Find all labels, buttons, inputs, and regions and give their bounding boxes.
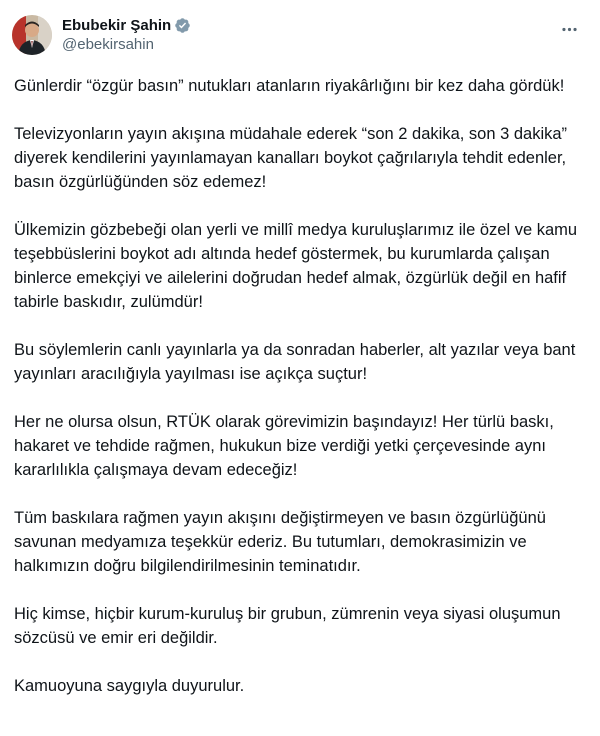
tweet-paragraph: Televizyonların yayın akışına müdahale ederek “son 2 dakika, son 3 dakika” diyerek kendilerini yayınlamayan kanalları boykot çağrılarıyla tehdit edenler, basın özgürlüğünden söz edemez! [14, 125, 568, 191]
author-info [62, 16, 191, 54]
tweet-paragraph: Ülkemizin gözbebeği olan yerli ve millî medya kuruluşlarımız ile özel ve kamu teşebbüslerini boykot adı altında hedef göstermek, bu kurumlarda çalışan binlerce emekçiyi ve ailelerini doğrudan hedef almak, özgürlük değil en hafif tabirle baskıdır, zulümdür! [14, 221, 578, 311]
tweet-paragraph: Her ne olursa olsun, RTÜK olarak görevimizin başındayız! Her türlü baskı, hakaret ve tehdide rağmen, hukukun bize verdiği yetki çerçevesinde aynı kararlılıkla çalışmaya devam edeceğiz! [14, 413, 554, 479]
tweet-text [12, 74, 584, 698]
author-handle[interactable]: @ebekirsahin [62, 36, 154, 53]
profile-photo-icon [12, 15, 52, 55]
verified-badge-icon[interactable] [174, 17, 191, 34]
tweet-paragraph: Bu söylemlerin canlı yayınlarla ya da sonradan haberler, alt yazılar veya bant yayınları aracılığıyla yayılması ise açıkça suçtur! [14, 341, 576, 383]
tweet-paragraph: Günlerdir “özgür basın” nutukları atanların riyakârlığını bir kez daha gördük! [14, 77, 565, 95]
tweet-paragraph: Hiç kimse, hiçbir kurum-kuruluş bir grubun, zümrenin veya siyasi oluşumun sözcüsü ve emir eri değildir. [14, 605, 561, 647]
tweet-paragraph: Kamuoyuna saygıyla duyurulur. [14, 677, 245, 695]
author-display-name[interactable]: Ebubekir Şahin [62, 17, 172, 34]
name-row [62, 16, 191, 35]
avatar[interactable] [12, 15, 52, 55]
more-options-icon [560, 20, 579, 39]
more-options-button[interactable] [554, 14, 584, 44]
tweet-paragraph: Tüm baskılara rağmen yayın akışını değiştirmeyen ve basın özgürlüğünü savunan medyamıza teşekkür ederiz. Bu tutumları, demokrasimizin ve halkımızın doğru bilgilendirilmesinin teminatıdır. [14, 509, 546, 575]
tweet-header [12, 14, 584, 56]
